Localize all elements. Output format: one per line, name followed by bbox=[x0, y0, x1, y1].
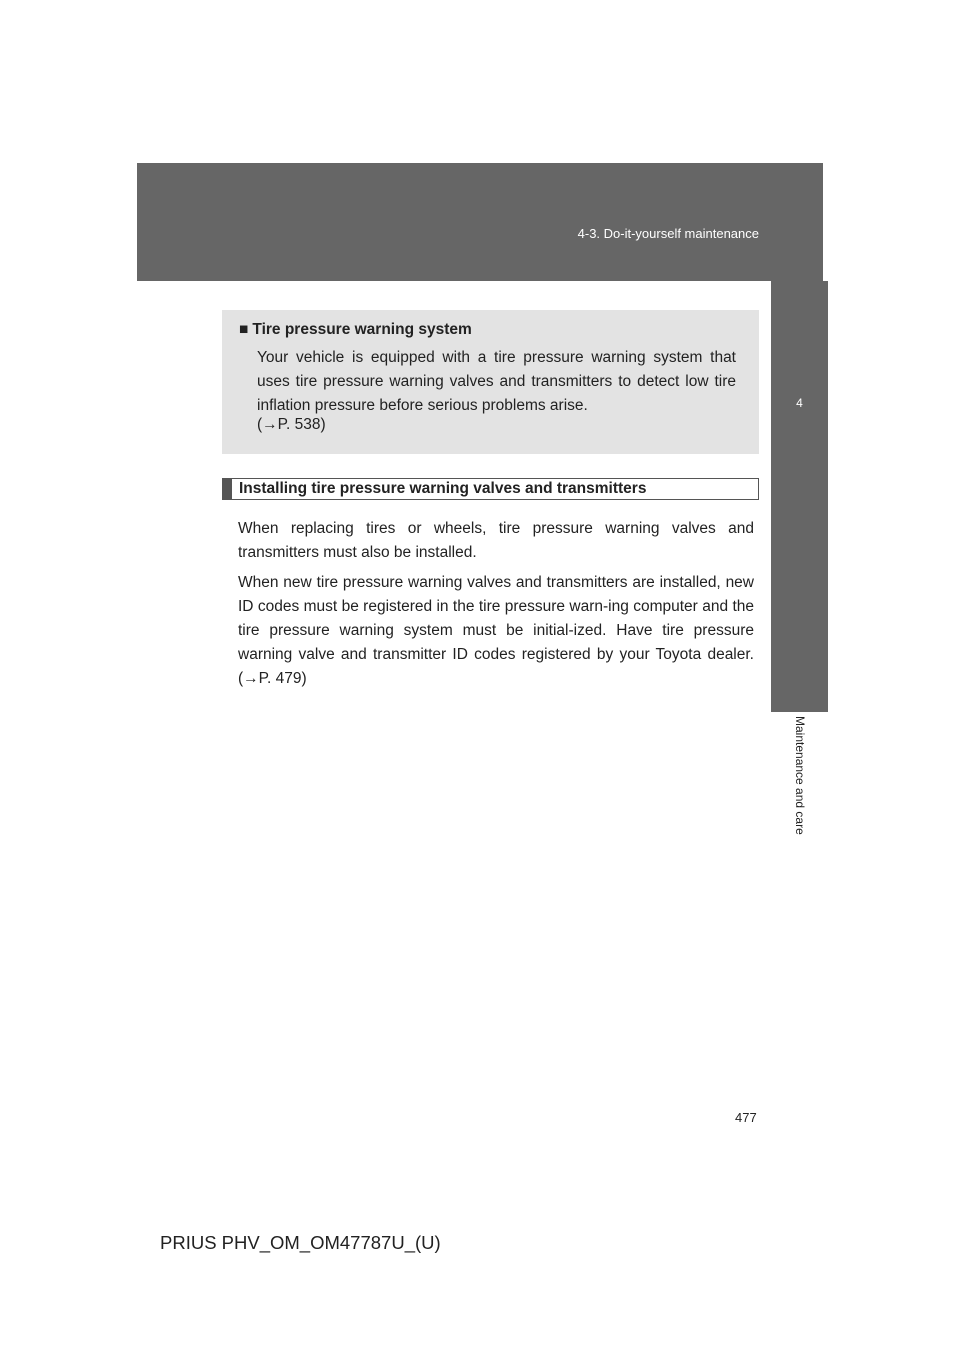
note-box bbox=[222, 310, 759, 454]
chapter-number: 4 bbox=[796, 396, 803, 410]
note-page-reference: (→P. 538) bbox=[257, 416, 326, 433]
note-body: Your vehicle is equipped with a tire pressure warning system that uses tire pressure warning valves and transmitters to detect low tire inflation pressure before serious problems arise. bbox=[257, 349, 736, 414]
chapter-label: Maintenance and care bbox=[792, 716, 807, 835]
section-heading: Installing tire pressure warning valves and transmitters bbox=[222, 478, 759, 500]
chapter-tab bbox=[771, 281, 828, 712]
page-number: 477 bbox=[735, 1110, 757, 1125]
header-band bbox=[137, 163, 823, 281]
section-label: 4-3. Do-it-yourself maintenance bbox=[577, 226, 759, 241]
chapter-label-container bbox=[771, 716, 828, 876]
paragraph: When new tire pressure warning valves and transmitters are installed, new ID codes must be registered in the tire pressure warn-ing computer and the tire pressure warning system must be initial-ized. Have tire pressure warning valve and transmitter ID codes registered by your Toyota dealer. (→P. 479) bbox=[238, 574, 754, 687]
document-code: PRIUS PHV_OM_OM47787U_(U) bbox=[160, 1232, 441, 1253]
note-heading-text: Tire pressure warning system bbox=[252, 321, 472, 338]
paragraph: When replacing tires or wheels, tire pressure warning valves and transmitters must also be installed. bbox=[238, 520, 754, 561]
square-bullet-icon: ■ bbox=[239, 321, 249, 338]
note-heading bbox=[239, 321, 472, 339]
